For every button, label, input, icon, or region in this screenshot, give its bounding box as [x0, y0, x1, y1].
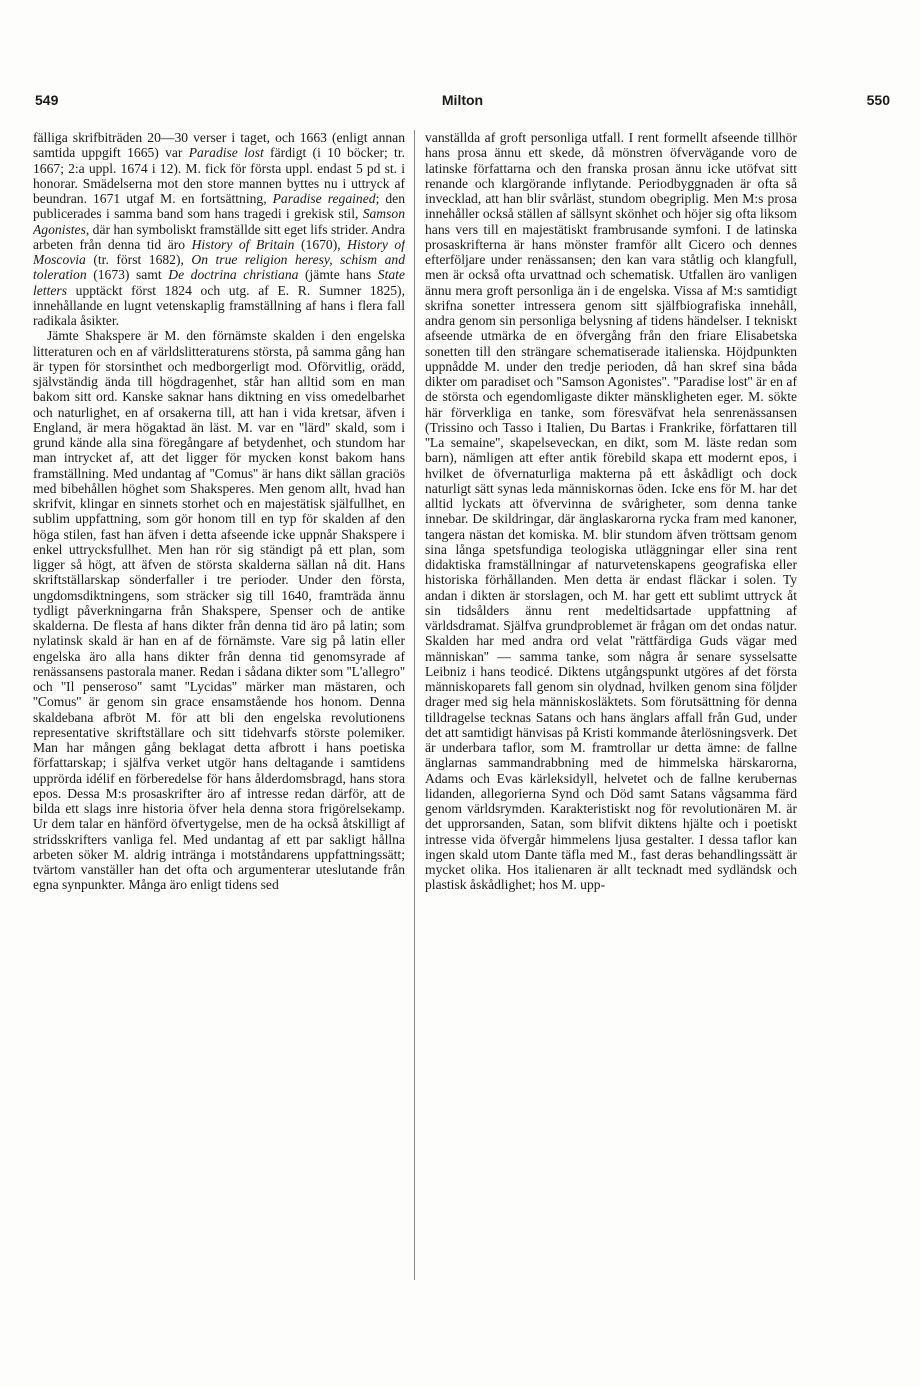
work-title-history-of-moscovia: History of Moscovia	[33, 236, 405, 267]
text-run: (jämte hans	[298, 267, 378, 283]
text-run: (1670),	[294, 236, 348, 252]
text-run: (tr. först 1682),	[85, 252, 192, 267]
text-run: fälliga skrifbiträden 20—30 verser i taget, och 1663 (enligt annan samtida uppgift 1665) var	[33, 130, 405, 161]
work-title-paradise-regained: Paradise regained	[272, 191, 376, 206]
left-paragraph-continuation	[33, 130, 405, 328]
right-page-number: 550	[866, 92, 890, 108]
work-title-state-letters: State letters	[33, 267, 405, 298]
text-run: ; den publicerades i samma band som hans tragedi i grekisk stil,	[33, 191, 405, 222]
text-run: upptäckt först 1824 och utg. af E. R. Sumner 1825), innehållande en lugnt vetenskaplig framställning af hans i flera fall radikala åsikter.	[33, 282, 405, 328]
left-paragraph-assessment: Jämte Shakspere är M. den förnämste skalden i den engelska litteraturen och en af världslitteraturens största, på samma gång han är typen för storsinthet och medborgerligt mod. Oförvitlig, orädd, självständig ända till högdragenhet, står han alltid som en man bakom sitt ord. Kanske saknar hans diktning en viss omedelbarhet och naturlighet, en af orsakerna till, att han i vida kretsar, äfven i England, är mera högaktad än läst. M. var en ''lärd'' skald, som i grund kände alla sina föregångare af betydenhet, och stundom har man intrycket af, att det ligger för mycken konst bakom hans framställning. Med undantag af ''Comus'' är hans dikt sällan graciös med bibehållen höghet som Shaksperes. Men genom allt, hvad han skrifvit, klingar en sinnets storhet och en majestätisk själfullhet, en sublim uppfattning, som gör honom till en typ för skalden af den höga stilen, fast han äfven i detta afseende icke uppnår Shakspere i enkel uttrycksfullhet. Men han rör sig ständigt på ett plan, som ligger så högt, att äfven de största skalderna sällan nå dit. Hans skriftställarskap sönderfaller i tre perioder. Under den första, ungdomsdiktningens, som sträcker sig till 1640, framträda ännu tydligt påverkningarna från Shakspere, Spenser och de antike skalderna. De flesta af hans dikter från denna tid äro på latin; som nylatinsk skald är han en af de förnämste. Vare sig på latin eller engelska äro alla hans dikter från denna tid genomsyrade af renässansens pastorala maner. Redan i sådana dikter som ''L'allegro'' och ''Il penseroso'' samt ''Lycidas'' märker man mästaren, och ''Comus'' är genom sin grace ensamstående hos honom. Denna skaldebana afbröt M. för att bli den engelska revolutionens representative skriftställare och sitt tidehvarfs störste polemiker. Man har mången gång beklagat detta afbrott i hans poetiska författarskap; i själfva verket utgör hans deltagande i samtidens upprörda idélif en förberedelse för hans ålderdomsbragd, hans stora epos. Dessa M:s prosaskrifter äro af intresse redan därför, att de bilda ett slags inre historia öfver hela denna stora frigörelsekamp. Ur dem talar en hänförd öfvertygelse, men de ha också åtskilligt af stridsskrifters vanliga fel. Med undantag af ett par sakligt hållna arbeten söker M. aldrig intränga i motståndarens uppfattningssätt; tvärtom vanställer han det ofta och argumenterar uteslutande från egna synpunkter. Många äro enligt tidens sed	[33, 328, 405, 893]
page-header	[35, 92, 890, 114]
work-title-paradise-lost: Paradise lost	[188, 145, 264, 161]
text-run: , där han symboliskt framställde sitt eget lifs strider. Andra arbeten från denna tid äro	[33, 221, 405, 252]
work-title-on-true-religion: On true religion heresy, schism and toleration	[33, 252, 405, 283]
column-divider	[414, 130, 415, 1280]
text-run: färdigt (i 10 böcker; tr. 1667; 2:a uppl. 1674 i 12). M. fick för första uppl. endast 5 pd st. i honorar. Smädelserna mot den store mannen byttes nu i uttryck af beundran. 1671 utgaf M. en fortsättning,	[33, 145, 405, 206]
work-title-history-of-britain: History of Britain	[191, 236, 295, 252]
work-title-de-doctrina-christiana: De doctrina christiana	[168, 267, 299, 283]
right-paragraph: vanställda af groft personliga utfall. I rent formellt afseende tillhör hans prosa ännu ett skede, då mönstren öfvervägande voro de latinske författarna och den franska prosan ännu icke utöfvat sitt renande och klargörande inflytande. Periodbyggnaden är ofta så invecklad, att han blir svårläst, stundom obegriplig. Men M:s prosa innehåller också ställen af sällsynt skönhet och höjer sig ofta liksom hans vers till en majestätiskt frambrusande symfoni. I de latinska prosaskrifterna är hans mönster framför allt Cicero och dennes efterföljare under renässansen; den kan vara ståtlig och klangfull, men är också ofta urvattnad och schematisk. Utfallen äro vanligen ännu mera groft personliga än i de engelska. Vissa af M:s samtidigt skrifna sonetter intressera genom sitt själfbiografiska innehåll, andra genom sin personliga belysning af tidens händelser. I tekniskt afseende utmärka de en öfvergång från den friare Elisabetska sonetten till den strängare schematiserade italienska. Höjdpunkten uppnådde M. under den tredje perioden, då han skref sina båda dikter om paradiset och ''Samson Agonistes''. ''Paradise lost'' är en af de största och egendomligaste dikter mänskligheten eger. M. sökte här förverkliga en tanke, som föresväfvat hela senrenässansen (Trissino och Tasso i Italien, Du Bartas i Frankrike, författaren till ''La semaine'', skapelseveckan, en dikt, som M. läste redan som barn), nämligen att efter antik förebild skapa ett modernt epos, i hvilket de öfvernaturliga makterna på ett åskådligt och dock naturligt sätt synas leda människornas öden. Icke ens för M. har det alltid lyckats att öfvervinna de svårigheter, som denna tanke innebar. De skildringar, där änglaskarorna rycka fram med kanoner, tangera nästan det komiska. M. blir stundom äfven tröttsam genom sina långa spetsfundiga teologiska utläggningar eller sina rent didaktiska framställningar af naturvetenskapens geografiska eller historiska förhållanden. Men detta är endast fläckar i solen. Ty andan i dikten är storslagen, och M. har gett ett sublimt uttryck åt sin tidsålders ännu rent medeltidsartade uppfattning af världsdramat. Själfva grundproblemet är frågan om det ondas natur. Skalden har med andra ord velat ''rättfärdiga Guds vägar med människan'' — samma tanke, som några år senare sysselsatte Leibniz i hans teodicé. Diktens utgångspunkt utgöres af det första människoparets fall genom sin olydnad, hvilken genom sina följder drager med sig hela människosläktets. Som förutsättning för denna tilldragelse tecknas Satans och hans änglars affall från Gud, under det att samtidigt hänvisas på Kristi kommande återlösningsverk. Det är underbara taflor, som M. framtrollar ur detta ämne: de fallne änglarnas sammandrabbning med de himmelska härskarorna, Adams och Evas kärleksidyll, helvetet och de fallne kerubernas lidanden, allegorierna Synd och Död samt Satans vågsamma färd genom världsrymden. Karakteristiskt nog för revolutionären M. är det upprorsanden, Satan, som blifvit diktens hjälte och i poetiskt intresse vida öfvergår himmelens ljusa gestalter. I dessa taflor kan ingen skald utom Dante täfla med M., fast deras behandlingssätt är mycket olika. Hos italienaren är allt tecknadt med sydländsk och plastisk åskådlighet; hos M. upp-	[425, 130, 797, 893]
work-title-samson-agonistes: Samson Agonistes	[33, 206, 405, 237]
left-text-column	[33, 130, 405, 1282]
text-run: (1673) samt	[86, 267, 169, 283]
running-title: Milton	[441, 92, 484, 108]
left-page-number: 549	[35, 92, 59, 108]
right-text-column	[425, 130, 797, 1282]
